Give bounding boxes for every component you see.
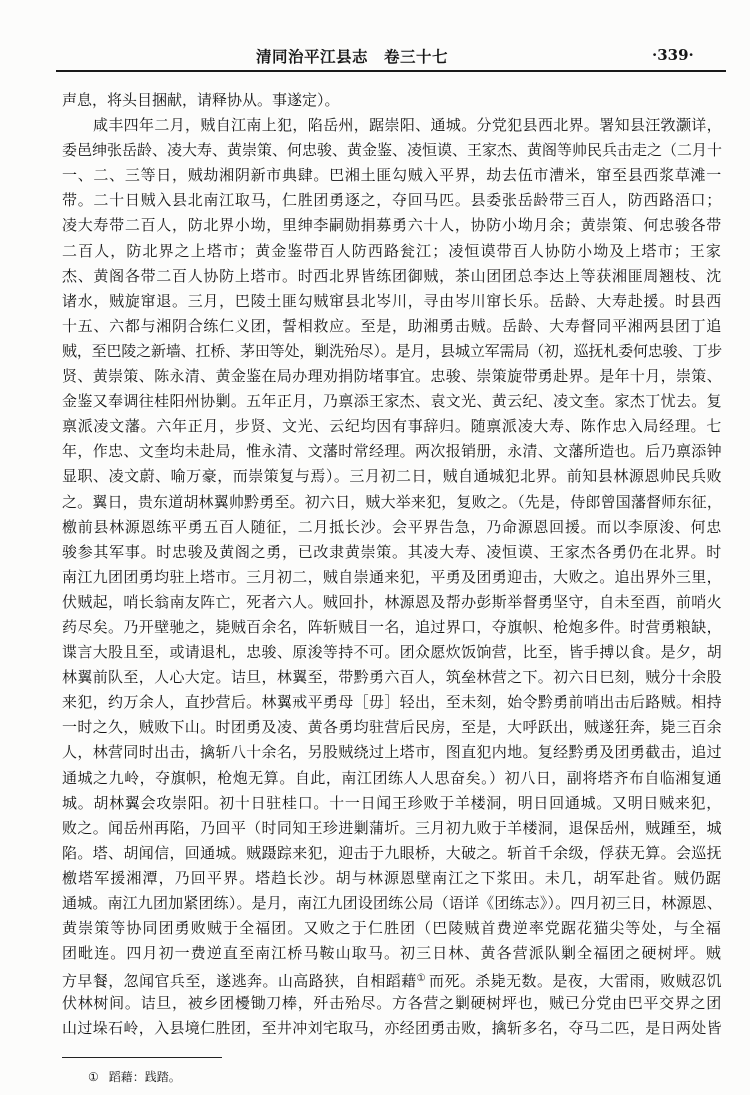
text-line-content: 檄前县林源恩练平勇五百人随征，二月抵长沙。会平界告急，乃命源恩回援。而以李原浚、何忠: [62, 517, 722, 536]
text-line: [62, 916, 722, 941]
text-line-content: 团毗连。四月初一费逆直至南江桥马鞍山取马。初三日林、黄各营派队剿全福团之硬树坪。贼: [62, 944, 722, 963]
text-line-content: 伏贼起，哨长翁南友阵亡，死者六人。贼回扑，林源恩及帮办彭斯举督勇坚守，自未至酉，前哨火: [62, 592, 722, 611]
text-line-content: 显职、凌文蔚、喻万豪，而崇策复与焉）。三月初二日，贼自通城犯北界。前知县林源恩帅民兵败: [62, 467, 722, 486]
text-line: [62, 615, 722, 640]
text-line-content: 诸水，贼旋窜退。三月，巴陵土匪勾贼窜县北岑川，寻由岑川窜长乐。岳龄、大寿赴援。时县西: [62, 291, 722, 310]
footnote: [88, 1068, 181, 1085]
paragraph: [62, 113, 722, 1041]
text-line: [62, 314, 722, 339]
text-line-content: 伏林树间。诘旦，被乡团櫌锄刀棒，歼击殆尽。方各营之剿硬树坪也，贼已分党由巴平交界之团: [62, 994, 722, 1013]
text-line-content: 败之。闻岳州再陷，乃回平（时同知王珍进剿蒲圻。三月初九败于羊楼洞，退保岳州，贼踵至，城: [62, 818, 722, 837]
text-line-content: 凌大寿带二百人，防北界小坳，里绅李嗣勋捐募勇六十人，协防小坳月余；黄崇策、何忠骏各带: [62, 216, 722, 235]
text-line: [62, 891, 722, 916]
paragraph: [62, 88, 722, 113]
text-line-content: 委邑绅张岳龄、凌大寿、黄崇策、何忠骏、黄金鉴、凌恒谟、王家杰、黄阁等帅民兵击走之（二月十: [62, 141, 722, 160]
text-line: [62, 590, 722, 615]
text-line: [62, 490, 722, 515]
running-header-title: 清同治平江县志 卷三十七: [256, 47, 449, 66]
text-line: [62, 665, 722, 690]
text-line: [62, 88, 722, 113]
text-line: [62, 941, 722, 966]
text-line-content: 一时之久，贼败下山。时团勇及凌、黄各勇均驻营后民房，至是，大呼跃出，贼遂狂奔，毙三百余: [62, 718, 722, 737]
text-line: [62, 841, 722, 866]
text-line: [62, 414, 722, 439]
text-segment: 而死。杀毙无数。是夜，大雷雨，败贼忍饥: [429, 972, 722, 991]
footnote-marker: ①: [88, 1070, 99, 1084]
text-line-content: [62, 966, 722, 994]
text-line: [62, 791, 722, 816]
text-line: [62, 339, 722, 364]
body-text: [62, 88, 722, 1042]
text-line-content: 檄塔军援湘潭，乃回平界。塔趋长沙。胡与林源恩壁南江之下浆田。未几，胡军赴省。贼仍踞: [62, 868, 722, 887]
text-line-content: 通城。南江九团加紧团练）。是月，南江九团设团练公局（语详《团练志》）。四月初三日，林源恩、: [62, 894, 722, 912]
text-line: [62, 239, 722, 264]
text-line: [62, 464, 722, 489]
text-line: [62, 690, 722, 715]
text-line: [62, 138, 722, 163]
header-rule: [56, 70, 726, 72]
text-line-content: 禀派凌文藩。六年正月，步贤、文光、云纪均因有事辞归。随禀派凌大寿、陈作忠入局经理。七: [62, 417, 722, 436]
text-segment: 方早餐，忽闻官兵至，遂逃奔。山高路狭，自相蹈藉: [62, 972, 417, 991]
text-line-content: 南江九团团勇均驻上塔市。三月初二，贼自崇通来犯，平勇及团勇迎击，大败之。追出界外三里，: [62, 567, 722, 586]
text-line-content: 来犯，约万余人，直抄营后。林翼戒平勇母［毋］轻出，至未刻，始令黔勇前哨出击后路贼。相持: [62, 693, 722, 712]
text-line: [62, 289, 722, 314]
text-line: [62, 715, 722, 740]
text-line-content: 金鉴又奉调往桂阳州协剿。五年正月，乃禀添王家杰、袁文光、黄云纪、凌文奎。家杰丁忧去。复: [62, 392, 722, 411]
text-line-content: 山过垛石岭，入县境仁胜团，至井冲刘宅取马，亦经团勇击败，擒斩多名，夺马二匹，是日两处皆: [62, 1019, 722, 1038]
text-line-content: 贼，至巴陵之新墙、扛桥、茅田等处，剿洗殆尽）。是月，县城立军需局（初，巡抚札委何忠骏、丁步: [62, 341, 722, 360]
text-line: [62, 966, 722, 991]
text-line-content: 城。胡林翼会攻崇阳。初十日驻桂口。十一日闻王珍败于羊楼洞，明日回通城。又明日贼来犯，: [62, 793, 722, 812]
text-line-content: 通城之九岭，夺旗帜，枪炮无算。自此，南江团练人人思奋矣。）初八日，副将塔齐布自临湘复通: [62, 768, 722, 787]
text-line-content: 陷。塔、胡闻信，回通城。贼蹑踪来犯，迎击于九眼桥，大破之。斩首千余级，俘获无算。会巡抚: [62, 843, 722, 862]
text-line: [62, 213, 722, 238]
text-line: [62, 1016, 722, 1041]
text-line: [62, 439, 722, 464]
text-line: [62, 264, 722, 289]
text-line-content: 药尽矣。乃开壁驰之，毙贼百余名，阵斩贼目一名，追过界口，夺旗帜、枪炮多件。时营勇粮缺，: [62, 617, 722, 636]
text-line-content: 年，作忠、文奎均未赴局，惟永清、文藩时常经理。两次报销册，永清、文藩所造也。后乃禀添钟: [62, 442, 722, 461]
text-line-content: 林翼前队至，人心大定。诘旦，林翼至，带黔勇六百人，筑垒林营之下。初六日巳刻，贼分十余股: [62, 668, 722, 687]
text-line: [62, 113, 722, 138]
text-line-content: 声息，将头目捆献，请释协从。事遂定）。: [62, 91, 340, 109]
text-line: [62, 565, 722, 590]
text-line-content: 谍言大股且至，或请退札，忠骏、原浚等持不可。团众愿炊饭饷营，比至，皆手搏以食。是夕，胡: [62, 643, 722, 662]
text-line: [62, 540, 722, 565]
text-line: [62, 816, 722, 841]
text-line-content: 人，林营同时出击，擒斩八十余名，另股贼绕过上塔市，图直犯内地。复经黔勇及团勇截击，追过: [62, 743, 722, 762]
text-line: [62, 188, 722, 213]
text-line-content: 贤、黄崇策、陈永清、黄金鉴在局办理劝捐防堵事宜。忠骏、崇策旋带勇赴界。是年十月，崇策、: [62, 367, 722, 386]
footnote-reference: ①: [416, 973, 427, 985]
text-line-content: 骏参其军事。时忠骏及黄阁之勇，已改隶黄崇策。其凌大寿、凌恒谟、王家杰各勇仍在北界。时: [62, 542, 722, 561]
text-line-content: 杰、黄阁各带二百人协防上塔市。时西北界皆练团御贼，茶山团团总李达上等获湘匪周翘枝、沈: [62, 266, 722, 285]
text-line-content: 二百人，防北界之上塔市；黄金鉴带百人防西路瓮江；凌恒谟带百人协防小坳及上塔市；王家: [62, 241, 722, 260]
text-line-content: 黄崇策等协同团勇败贼于全福团。又败之于仁胜团（巴陵贼首费逆率党踞花猫尖等处，与全福: [62, 919, 722, 938]
text-line: [62, 640, 722, 665]
text-line: [62, 364, 722, 389]
footnote-rule: [62, 1057, 222, 1058]
text-line: [62, 515, 722, 540]
text-line-content: 咸丰四年二月，贼自江南上犯，陷岳州，踞崇阳、通城。分党犯县西北界。署知县汪敩灏详，: [93, 116, 722, 135]
footnote-text: 蹈藉：践踏。: [108, 1070, 181, 1084]
text-line: [62, 740, 722, 765]
text-line-content: 一、二、三等日，贼劫湘阴新市典肆。巴湘土匪勾贼入平界，劫去伍市漕米，窜至县西浆草滩一: [62, 166, 722, 185]
page-number: ·339·: [652, 46, 694, 64]
text-line: [62, 991, 722, 1016]
text-line-content: 十五、六都与湘阴合练仁义团，誓相救应。至是，助湘勇击贼。岳龄、大寿督同平湘两县团丁追: [62, 316, 722, 335]
text-line: [62, 866, 722, 891]
text-line: [62, 163, 722, 188]
text-line: [62, 766, 722, 791]
text-line-content: 之。翼日，贵东道胡林翼帅黔勇至。初六日，贼大举来犯，复败之。（先是，侍郎曾国藩督师东征，: [62, 492, 722, 511]
text-line: [62, 389, 722, 414]
text-line-content: 带。二十日贼入县北南江取马，仁胜团勇逐之，夺回马匹。县委张岳龄带三百人，防西路浯口；: [62, 191, 722, 210]
